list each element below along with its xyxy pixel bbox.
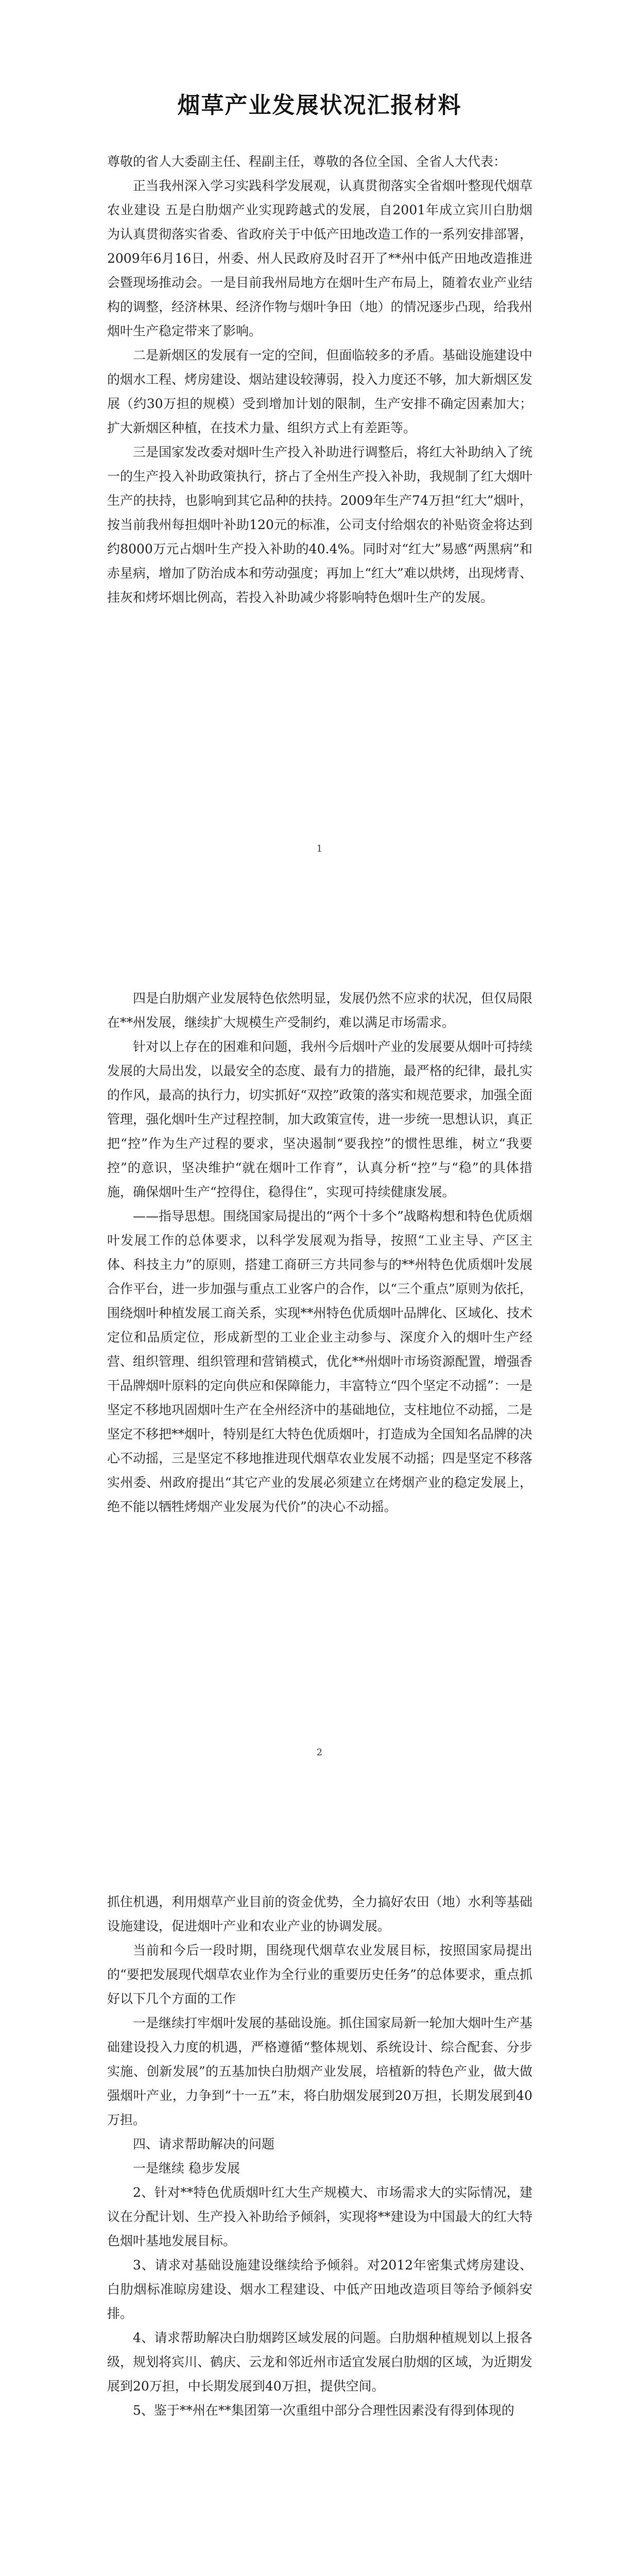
page-number: 1 bbox=[316, 843, 323, 854]
paragraph: 一是继续 稳步发展 bbox=[133, 2161, 240, 2176]
page-number: 2 bbox=[316, 1747, 323, 1758]
paragraph: 正当我州深入学习实践科学发展观，认真贯彻落实全省烟叶整现代烟草农业建设 五是白肋烟产业实现跨越式的发展，自2001年成立宾川白肋烟 为认真贯彻落实省委、省政府关于中低产田地改造工作的一系列安排部署，2009年6月16日，州委、州人民政府及时召开了**州中低产田地改造推进会暨现场推动会。一是目前我州局地方在烟叶生产布局上，随着农业产业结构的调整，经济林果、经济作物与烟叶争田（地）的情况逐步凸现，给我州烟叶生产稳定带来了影响。 bbox=[107, 178, 532, 338]
page-body bbox=[107, 986, 532, 1519]
paragraph: 当前和今后一段时期，围绕现代烟草农业发展目标，按照国家局提出的“要把发展现代烟草农业作为全行业的重要历史任务”的总体要求，重点抓好以下几个方面的工作 bbox=[107, 1943, 532, 2006]
document-title: 烟草产业发展状况汇报材料 bbox=[177, 92, 462, 118]
list-item: 3、请求对基础设施建设继续给予倾斜。对2012年密集式烤房建设、白肋烟标准晾房建设、烟水工程建设、中低产田地改造项目等给予倾斜安排。 bbox=[107, 2258, 533, 2321]
paragraph: 针对以上存在的困难和问题，我州今后烟叶产业的发展要从烟叶可持续发展的大局出发，以最安全的态度、最有力的措施，最严格的纪律，最扎实的作风，最高的执行力，切实抓好“双控”政策的落实和规范要求，加强全面管理，强化烟叶生产过程控制，加大政策宣传，进一步统一思想认识，真正把“控”作为生产过程的要求，坚决遏制“要我控”的惯性思维，树立“我要控”的意识，坚决维护“就在烟叶工作育”，认真分析“控”与“稳”的具体措施，确保烟叶生产“控得住，稳得住”，实现可持续健康发展。 bbox=[107, 1039, 532, 1199]
paragraph: 一是继续打牢烟叶发展的基础设施。抓住国家局新一轮加大烟叶生产基础建设投入力度的机遇，严格遵循“整体规划、系统设计、综合配套、分步实施、创新发展”的五基加快白肋烟产业发展，培植新的特色产业，做大做强烟叶产业，力争到“十一五”末，将白肋烟发展到20万担，长期发展到40万担。 bbox=[107, 2015, 532, 2127]
document-page-1 bbox=[0, 0, 639, 904]
paragraph: ——指导思想。围绕国家局提出的“两个十多个”战略构想和特色优质烟叶发展工作的总体要求，以科学发展观为指导，按照“工业主导、产区主体、科技主力”的原则，搭建工商研三方共同参与的**州特色优质烟叶发展合作平台，进一步加强与重点工业客户的合作，以“三个重点”原则为依托，围绕烟叶种植发展工商关系，实现**州特色优质烟叶品牌化、区域化、技术定位和品质定位，形成新型的工业企业主动参与、深度介入的烟叶生产经营、组织管理、组织管理和营销模式，优化**州烟叶市场资源配置，增强香干品牌烟叶原料的定向供应和保障能力，丰富特立“四个坚定不动摇”：一是坚定不移地巩固烟叶生产在全州经济中的基础地位，支柱地位不动摇，二是坚定不移把**烟叶，特别是红大特色优质烟叶，打造成为全国知名品牌的决心不动摇，三是坚定不移地推进现代烟草农业发展不动摇；四是坚定不移落实州委、州政府提出“其它产业的发展必须建立在烤烟产业的稳定发展上，绝不能以牺牲烤烟产业发展为代价”的决心不动摇。 bbox=[107, 1209, 532, 1514]
list-item: 4、请求帮助解决白肋烟跨区域发展的问题。白肋烟种植规划以上报各级，规划将宾川、鹤庆、云龙和邻近州市适宜发展白肋烟的区域，为近期发展到20万担，中长期发展到40万担，提供空间。 bbox=[107, 2330, 532, 2394]
list-item: 5、鉴于**州在**集团第一次重组中部分合理性因素没有得到体现的 bbox=[133, 2403, 514, 2418]
section-heading: 四、请求帮助解决的问题 bbox=[133, 2137, 275, 2151]
document-page-2 bbox=[0, 904, 639, 1807]
paragraph: 四是白肋烟产业发展特色依然明显，发展仍然不应求的状况，但仅局限在**州发展，继续扩大规模生产受制约，难以满足市场需求。 bbox=[107, 991, 532, 1030]
page-body bbox=[107, 1890, 532, 2422]
paragraph: 二是新烟区的发展有一定的空间，但面临较多的矛盾。基础设施建设中的烟水工程、烤房建设、烟站建设较薄弱，投入力度还不够，加大新烟区发展（约30万担的规模）受到增加计划的限制，生产安排不确定因素加大；扩大新烟区种植，在技术力量、组织方式上有差距等。 bbox=[107, 348, 532, 435]
list-item: 2、针对**特色优质烟叶红大生产规模大、市场需求大的实际情况，建议在分配计划、生产投入补助给予倾斜，实现将**建设为中国最大的红大特色烟叶基地发展目标。 bbox=[107, 2185, 532, 2248]
paragraph: 三是国家发改委对烟叶生产投入补助进行调整后，将红大补助纳入了统一的生产投入补助政策执行，挤占了全州生产投入补助，我规制了红大烟叶生产的扶持，也影响到其它品种的扶持。2009年生产74万担“红大”烟叶，按当前我州每担烟叶补助120元的标准，公司支付给烟农的补贴资金将达到约8000万元占烟叶生产投入补助的40.4%。同时对“红大”易感“两黑病”和赤星病，增加了防治成本和劳动强度；再加上“红大”难以烘烤，出现烤青、挂灰和烤坏烟比例高，若投入补助减少将影响特色烟叶生产的发展。 bbox=[107, 445, 532, 605]
document-page-3 bbox=[0, 1807, 639, 2576]
salutation: 尊敬的省人大委副主任、程副主任，尊敬的各位全国、全省人大代表： bbox=[107, 154, 507, 169]
page-body bbox=[107, 149, 532, 609]
paragraph: 抓住机遇，利用烟草产业目前的资金优势，全力搞好农田（地）水利等基础设施建设，促进烟叶产业和农业产业的协调发展。 bbox=[107, 1894, 532, 1934]
